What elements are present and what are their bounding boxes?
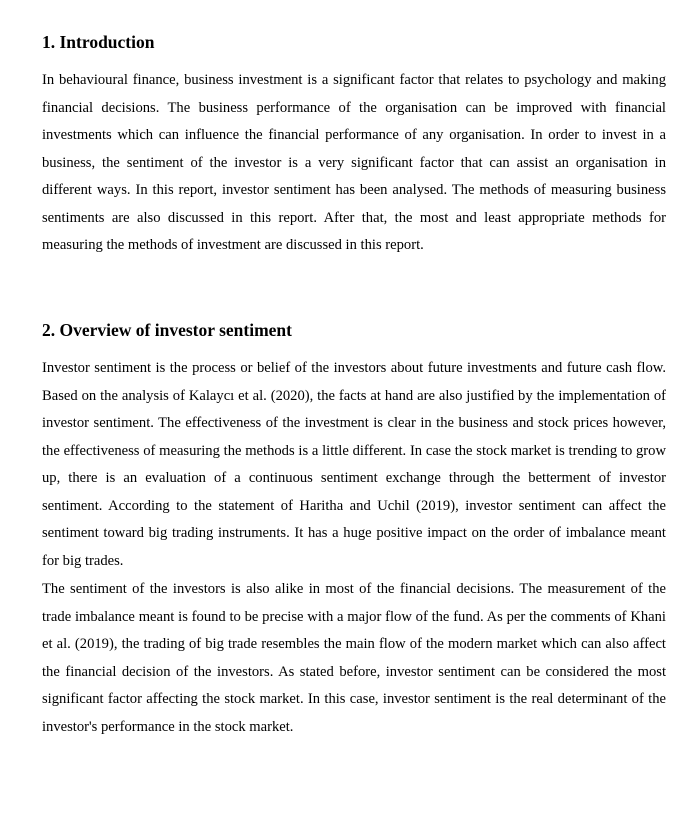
overview-paragraph-2: The sentiment of the investors is also alike in most of the financial decisions. The measurement of the trade imbalance meant is found to be precise with a major flow of the fund. As per the comments of Khani et al. (2019), the trading of big trade resembles the main flow of the modern market which can also affect the financial decision of the investors. As stated before, investor sentiment can be considered the most significant factor affecting the stock market. In this case, investor sentiment is the real determinant of the investor's performance in the stock market. [42,581,666,735]
introduction-paragraph: In behavioural finance, business investment is a significant factor that relates to psychology and making financial decisions. The business performance of the organisation can be improved with financial investments which can influence the financial performance of any organisation. In order to invest in a business, the sentiment of the investor is a very significant factor that can assist an organisation in different ways. In this report, investor sentiment has been analysed. The methods of measuring business sentiments are also discussed in this report. After that, the most and least appropriate methods for measuring the methods of investment are discussed in this report. [42,72,666,253]
section-heading-introduction: 1. Introduction [42,32,155,52]
overview-paragraph-1: Investor sentiment is the process or belief of the investors about future investments and future cash flow. Based on the analysis of Kalaycı et al. (2020), the facts at hand are also justified by the implementation of investor sentiment. The effectiveness of the investment is clear in the business and stock prices however, the effectiveness of measuring the methods is a little different. In case the stock market is trending to grow up, there is an evaluation of a continuous sentiment exchange through the betterment of investor sentiment. According to the statement of Haritha and Uchil (2019), investor sentiment can affect the sentiment toward big trading instruments. It has a huge positive impact on the order of imbalance meant for big trades. [42,360,666,569]
section-heading-overview: 2. Overview of investor sentiment [42,320,292,340]
